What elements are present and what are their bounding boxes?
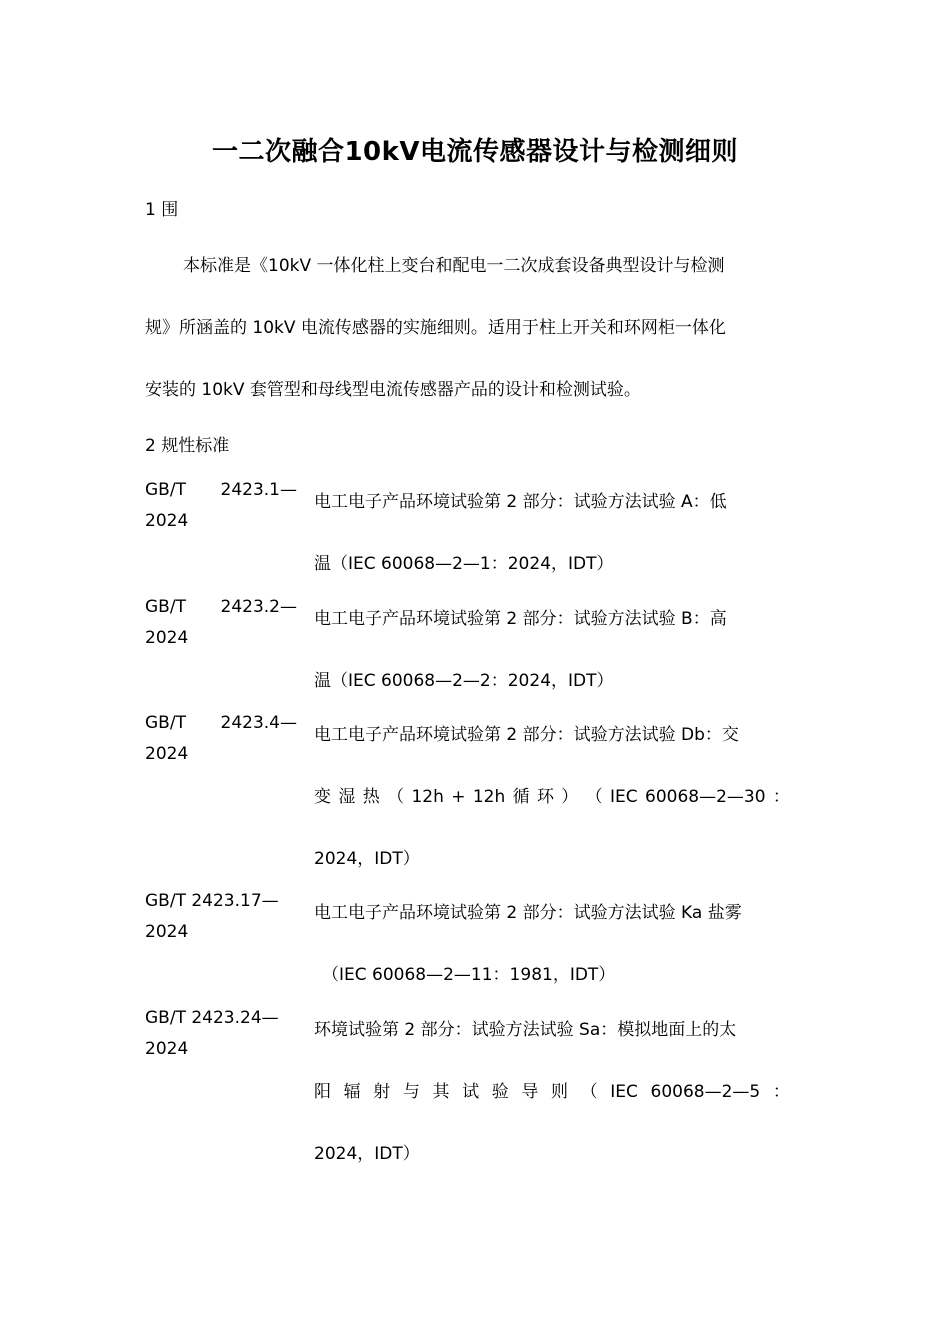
justified-token: 射 <box>373 1082 391 1102</box>
justified-token: 阳 <box>314 1082 331 1102</box>
justified-token: 则 <box>551 1082 568 1102</box>
justified-token: （ <box>580 1082 598 1102</box>
section-1-heading: 1 围 <box>145 200 179 220</box>
description-line: 电工电子产品环境试验第 2 部分：试验方法试验 B：高 <box>314 609 727 629</box>
reference-code <box>145 1003 297 1065</box>
reference-code <box>145 592 297 654</box>
code-part: GB/T <box>145 480 186 500</box>
document-title: 一二次融合10kV电流传感器设计与检测细则 <box>211 137 739 167</box>
justified-token: （ <box>387 787 405 807</box>
justified-token: ： <box>772 1082 790 1102</box>
description-line: 电工电子产品环境试验第 2 部分：试验方法试验 A：低 <box>314 492 727 512</box>
description-line: 温（IEC 60068—2—1：2024，IDT） <box>314 554 614 574</box>
code-part: GB/T 2423.24— <box>145 1008 279 1028</box>
justified-token: IEC <box>610 1082 638 1102</box>
justified-token: 试 <box>462 1082 480 1102</box>
description-line: 温（IEC 60068—2—2：2024，IDT） <box>314 671 614 691</box>
code-part: 2423.1— <box>220 480 297 500</box>
code-year: 2024 <box>145 744 189 764</box>
description-line: 电工电子产品环境试验第 2 部分：试验方法试验 Db：交 <box>314 725 739 745</box>
code-part: GB/T 2423.17— <box>145 891 279 911</box>
code-year: 2024 <box>145 511 189 531</box>
justified-token: 导 <box>521 1082 539 1102</box>
reference-code <box>145 708 297 770</box>
description-line: （IEC 60068—2—11：1981，IDT） <box>322 965 616 985</box>
code-year: 2024 <box>145 628 189 648</box>
justified-token: IEC <box>610 787 638 807</box>
paragraph-line: 本标准是《10kV 一体化柱上变台和配电一二次成套设备典型设计与检测 <box>183 256 725 276</box>
justified-token: 12h <box>472 787 506 807</box>
code-part: GB/T <box>145 597 186 617</box>
code-part: 2423.2— <box>220 597 297 617</box>
reference-code <box>145 886 297 948</box>
paragraph-line: 安装的 10kV 套管型和母线型电流传感器产品的设计和检测试验。 <box>145 380 641 400</box>
code-year: 2024 <box>145 922 189 942</box>
description-line: 2024，IDT） <box>314 1144 420 1164</box>
justified-token: ： <box>772 787 790 807</box>
justified-token: 环 <box>536 787 554 807</box>
justified-token: 与 <box>402 1082 420 1102</box>
justified-token: 热 <box>362 787 380 807</box>
code-part: 2423.4— <box>220 713 297 733</box>
justified-token: 湿 <box>338 787 356 807</box>
justified-token: 变 <box>314 787 331 807</box>
description-line <box>314 783 790 811</box>
description-line: 环境试验第 2 部分：试验方法试验 Sa：模拟地面上的太 <box>314 1020 737 1040</box>
code-part: GB/T <box>145 713 186 733</box>
justified-token: ） <box>561 787 579 807</box>
justified-token: 其 <box>432 1082 450 1102</box>
justified-token: 循 <box>512 787 530 807</box>
justified-token: 12h <box>411 787 444 807</box>
paragraph-line: 规》所涵盖的 10kV 电流传感器的实施细则。适用于柱上开关和环网柜一体化 <box>145 318 726 338</box>
section-2-heading: 2 规性标准 <box>145 436 230 456</box>
justified-token: 辐 <box>343 1082 361 1102</box>
justified-token: 60068—2—30 <box>645 787 766 807</box>
reference-code <box>145 475 297 537</box>
description-line: 2024，IDT） <box>314 849 420 869</box>
code-year: 2024 <box>145 1039 189 1059</box>
description-line <box>314 1078 790 1106</box>
justified-token: + <box>451 787 466 807</box>
justified-token: 60068—2—5 <box>650 1082 761 1102</box>
justified-token: （ <box>585 787 603 807</box>
description-line: 电工电子产品环境试验第 2 部分：试验方法试验 Ka 盐雾 <box>314 903 742 923</box>
justified-token: 验 <box>491 1082 509 1102</box>
